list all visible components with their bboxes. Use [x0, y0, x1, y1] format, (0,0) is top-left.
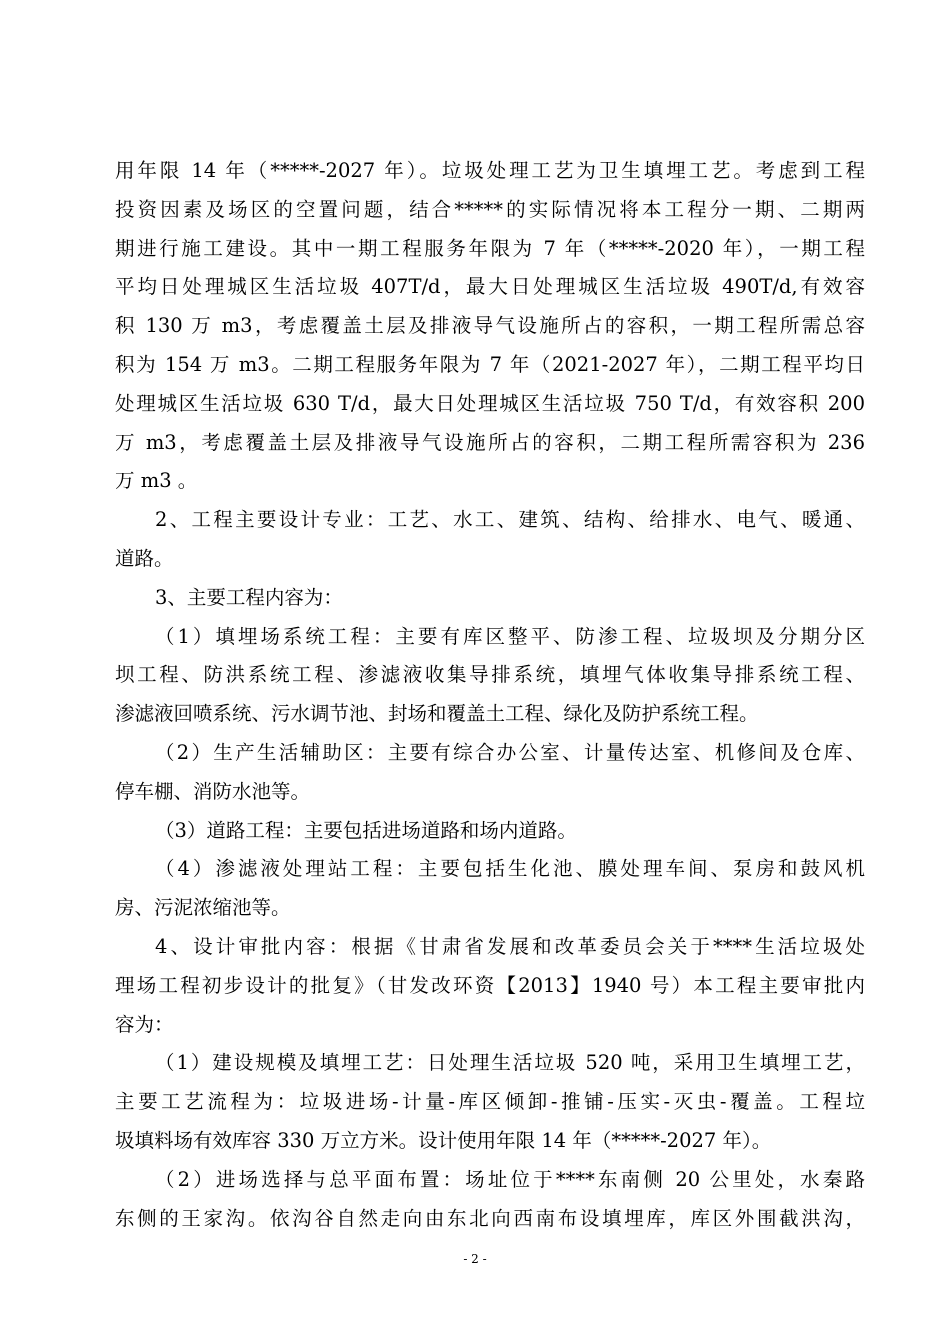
text-line: 房、污泥浓缩池等。 [115, 896, 291, 920]
text-line: 主要工艺流程为：垃圾进场-计量-库区倾卸-推铺-压实-灭虫-覆盖。工程垃 [115, 1090, 865, 1114]
text-line: （2）进场选择与总平面布置：场址位于****东南侧 20 公里处，水秦路 [155, 1167, 865, 1191]
text-line: 2、工程主要设计专业：工艺、水工、建筑、结构、给排水、电气、暖通、 [155, 508, 865, 532]
text-line: 容为： [115, 1012, 174, 1036]
text-line: 停车棚、消防水池等。 [115, 779, 311, 803]
text-line: 4、设计审批内容：根据《甘肃省发展和改革委员会关于****生活垃圾处 [155, 934, 865, 958]
text-line: 3、主要工程内容为： [155, 585, 343, 609]
text-line: 万 m3 。 [115, 469, 198, 493]
text-line: 圾填料场有效库容 330 万立方米。设计使用年限 14 年（*****-2027 年）。 [115, 1128, 772, 1152]
text-line: （1）填埋场系统工程：主要有库区整平、防渗工程、垃圾坝及分期分区 [155, 624, 865, 648]
page-number: - 2 - [463, 1252, 487, 1266]
document-body [115, 152, 865, 1238]
text-line: 道路。 [115, 546, 174, 570]
text-line: 用年限 14 年（*****-2027 年）。垃圾处理工艺为卫生填埋工艺。考虑到工程 [115, 159, 865, 182]
text-line: 处理城区生活垃圾 630 T/d，最大日处理城区生活垃圾 750 T/d，有效容积 200 [115, 391, 865, 415]
text-line: （3）道路工程：主要包括进场道路和场内道路。 [155, 818, 577, 842]
text-line: 积为 154 万 m3。二期工程服务年限为 7 年（2021-2027 年），二期工程平均日 [115, 352, 865, 376]
text-line: 投资因素及场区的空置问题，结合*****的实际情况将本工程分一期、二期两 [115, 197, 865, 221]
text-line: （2）生产生活辅助区：主要有综合办公室、计量传达室、机修间及仓库、 [155, 740, 865, 764]
text-line: 平均日处理城区生活垃圾 407T/d，最大日处理城区生活垃圾 490T/d,有效容 [115, 275, 865, 299]
text-line: 积 130 万 m3，考虑覆盖土层及排液导气设施所占的容积，一期工程所需总容 [115, 314, 865, 338]
text-line: 坝工程、防洪系统工程、渗滤液收集导排系统，填埋气体收集导排系统工程、 [115, 663, 865, 687]
text-line: 理场工程初步设计的批复》（甘发改环资【2013】1940 号）本工程主要审批内 [115, 973, 865, 997]
text-line: （4）渗滤液处理站工程：主要包括生化池、膜处理车间、泵房和鼓风机 [155, 857, 865, 881]
text-line: 万 m3，考虑覆盖土层及排液导气设施所占的容积，二期工程所需容积为 236 [115, 430, 865, 454]
text-line: 东侧的王家沟。依沟谷自然走向由东北向西南布设填埋库，库区外围截洪沟， [115, 1206, 865, 1230]
text-line: 渗滤液回喷系统、污水调节池、封场和覆盖土工程、绿化及防护系统工程。 [115, 702, 759, 726]
text-line: （1）建设规模及填埋工艺：日处理生活垃圾 520 吨，采用卫生填埋工艺， [155, 1051, 865, 1075]
text-line: 期进行施工建设。其中一期工程服务年限为 7 年（*****-2020 年），一期工程 [115, 236, 865, 260]
